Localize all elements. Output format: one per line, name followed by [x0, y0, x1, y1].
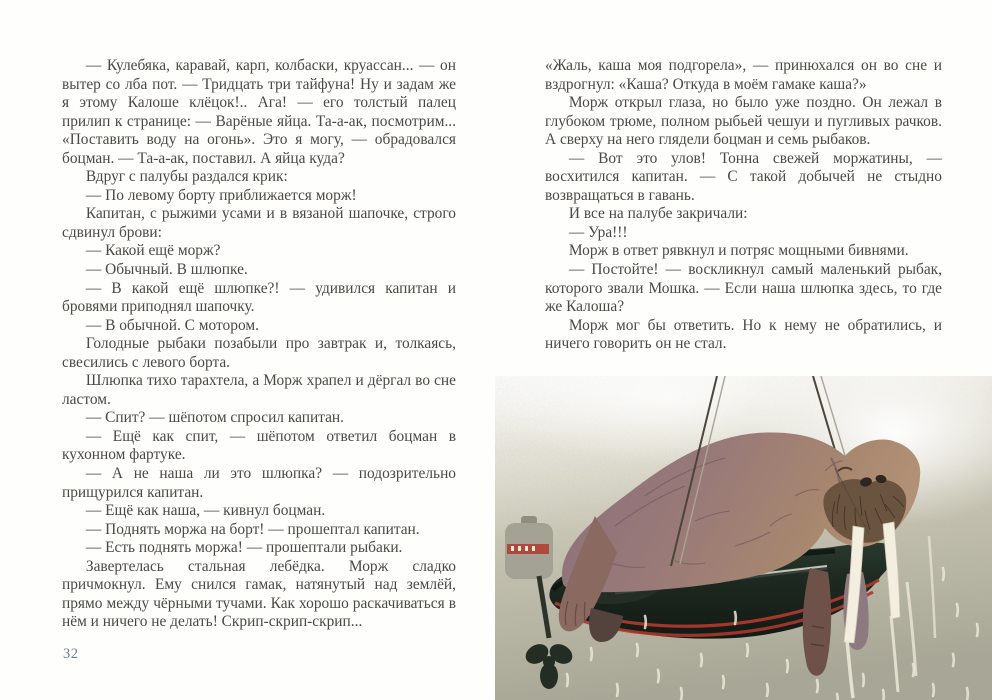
- paragraph: — Ещё как наша, — кивнул боцман.: [85, 502, 326, 520]
- walrus-in-boat-illustration: [495, 376, 992, 700]
- paragraph: Морж в ответ рявкнул и потряс мощными бивнями.: [568, 242, 909, 260]
- paragraph: — Есть поднять моржа! — прошептали рыбаки.: [85, 539, 403, 557]
- paragraph: — Поднять моржа на борт! — прошептал капитан.: [85, 520, 420, 538]
- paragraph: — А не наша ли это шлюпка? — подозрительно прищурился капитан.: [62, 465, 456, 501]
- paragraph: Шлюпка тихо тарахтела, а Морж храпел и дёргал во сне ластом.: [62, 372, 456, 408]
- page-number: 32: [63, 646, 79, 662]
- paragraph: — Вот это улов! Тонна свежей моржатины, — восхитился капитан. — С такой добычей не стыдно возвращаться в гавань.: [545, 149, 942, 204]
- paragraph: — Постойте! — воскликнул самый маленький рыбак, которого звали Мошка. — Если наша шлюпка здесь, то где же Калоша?: [545, 261, 942, 316]
- paragraph: Морж открыл глаза, но было уже поздно. Он лежал в глубоком трюме, полном рыбьей чешуи и пугливых рачков. А сверху на него глядели боцман и семь рыбаков.: [545, 94, 942, 149]
- paragraph: — В обычной. С мотором.: [85, 316, 259, 334]
- paragraph: — Ура!!!: [568, 223, 628, 241]
- paragraph: Завертелась стальная лебёдка. Морж сладко причмокнул. Ему снился гамак, натянутый над землёй, прямо между чёрными тучами. Как хорошо раскачиваться в нём и ничего не делать! Скрип-скрип-скрип...: [62, 557, 456, 631]
- paragraph: — Ещё как спит, — шёпотом ответил боцман в кухонном фартуке.: [62, 427, 456, 464]
- paragraph: — Какой ещё морж?: [85, 242, 221, 260]
- paragraph: — По левому борту приближается морж!: [85, 186, 357, 204]
- paragraph: Капитан, с рыжими усами и в вязаной шапочке, строго сдвинул брови:: [62, 205, 456, 241]
- paragraph: Морж мог бы ответить. Но к нему не обратились, и ничего говорить он не стал.: [545, 316, 942, 353]
- right-page-text: [545, 57, 942, 354]
- paragraph: — В какой ещё шлюпке?! — удивился капитан и бровями приподнял шапочку.: [62, 279, 456, 316]
- paragraph: — Обычный. В шлюпке.: [85, 261, 248, 279]
- paragraph: Вдруг с палубы раздался крик:: [85, 168, 288, 186]
- paragraph: И все на палубе закричали:: [568, 205, 748, 223]
- paragraph: — Кулебяка, каравай, карп, колбаски, круассан... — он вытер со лба пот. — Тридцать три тайфуна! Ну и задам же я этому Калоше клёцок!.. Ага! — его толстый палец прилип к странице: — Варёные яйца. Та-а-ак, посмотрим... «Поставить воду на огонь». Это я могу, — обрадовался боцман. — Та-а-ак, поставил. А яйца куда?: [62, 57, 456, 167]
- paragraph: Голодные рыбаки позабыли про завтрак и, толкаясь, свесились с левого борта.: [62, 335, 456, 371]
- paragraph: «Жаль, каша моя подгорела», — принюхался он во сне и вздрогнул: «Каша? Откуда в моём гамаке каша?»: [545, 57, 942, 93]
- left-page-text: [62, 57, 456, 632]
- paragraph: — Спит? — шёпотом спросил капитан.: [85, 409, 345, 427]
